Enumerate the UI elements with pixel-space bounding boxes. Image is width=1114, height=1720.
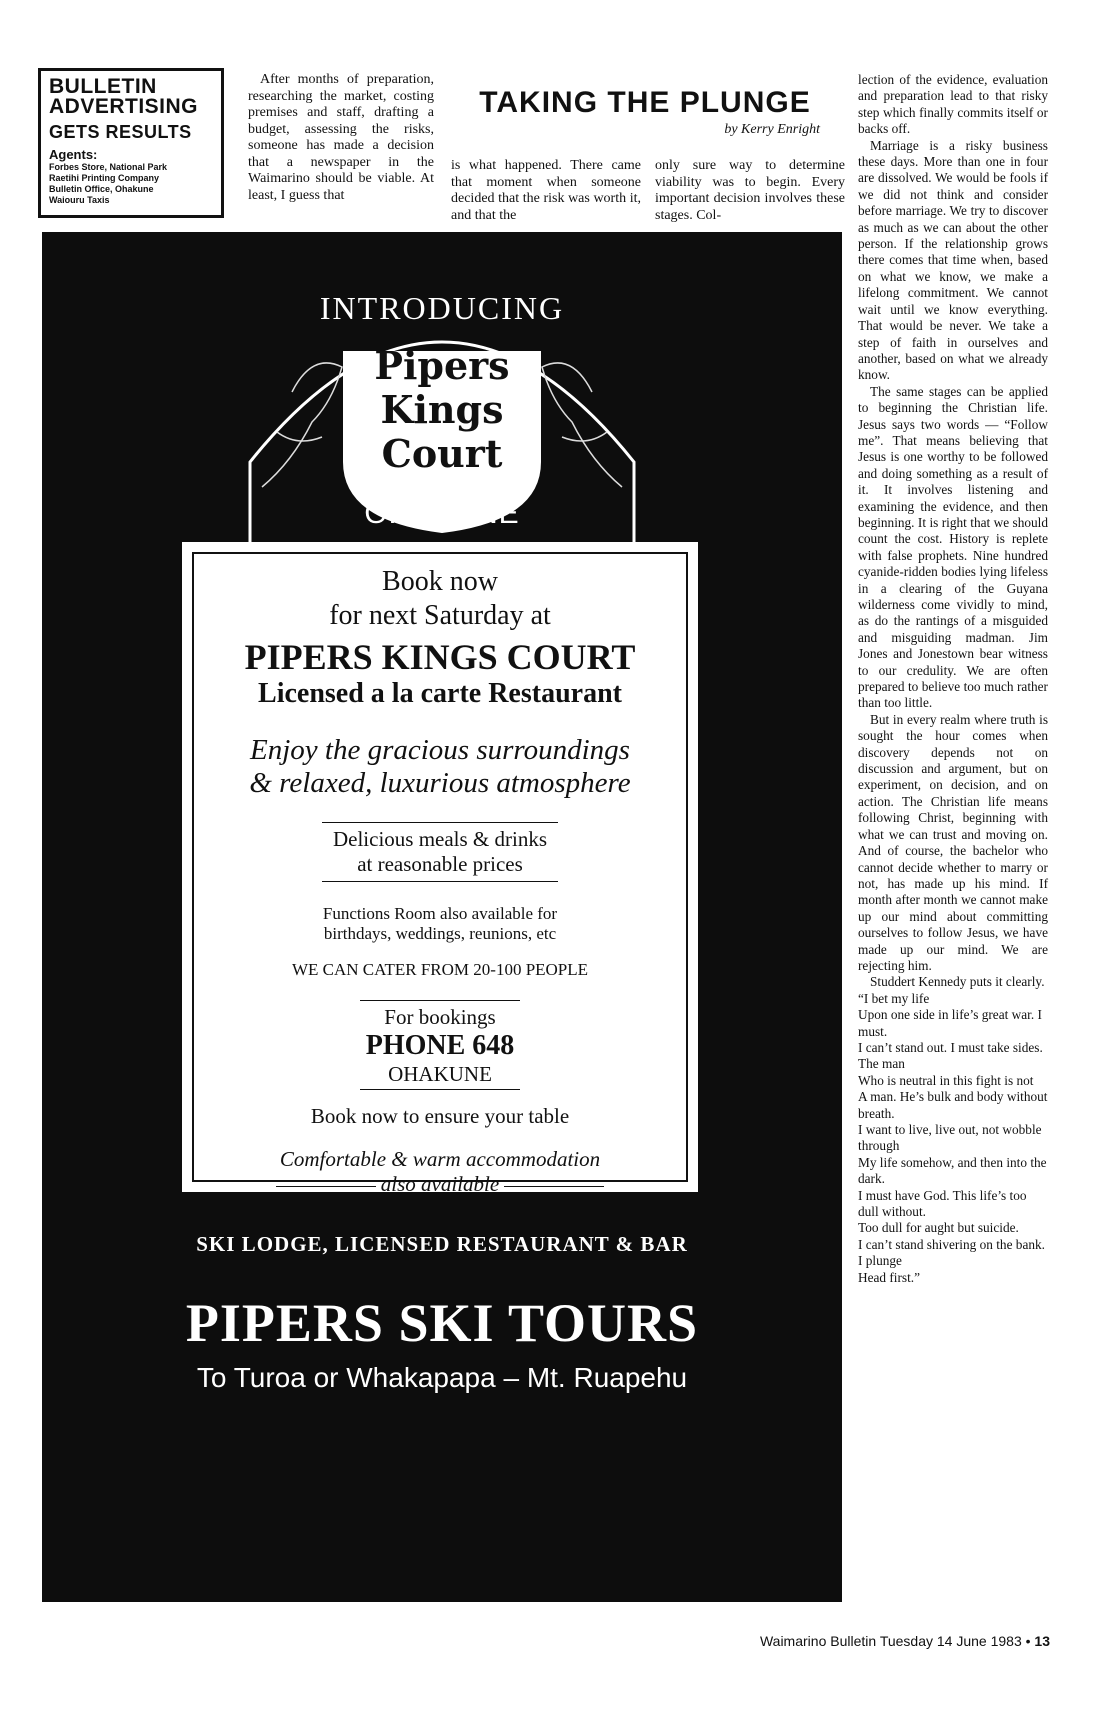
article-column-1 — [248, 72, 434, 204]
agents-label: Agents: — [49, 147, 98, 162]
ad-for-bookings: For bookings — [384, 1005, 496, 1029]
ad-phone: PHONE 648 — [365, 1030, 515, 1061]
divider — [276, 1186, 376, 1187]
article-col4-p1: lection of the evidence, evaluation and preparation lead to that risky step which finally commits itself or backs off. — [858, 72, 1048, 137]
article-col3-text: only sure way to determine viability was to begin. Every important decision involves these stages. Col- — [655, 158, 845, 223]
article-col1-text: After months of preparation, researching the market, costing premises and staff, drafting a budget, assessing the risks, someone has made a decision that a newspaper in the Waimarino should be viable. At least, I guess that — [248, 72, 434, 203]
article-col2-text: is what happened. There came that moment when someone decided that the risk was worth it, and that the — [451, 158, 641, 223]
ad-cater: WE CAN CATER FROM 20-100 PEOPLE — [291, 960, 589, 979]
poem-line: “I bet my life — [858, 990, 930, 1006]
ad-book-now: Book now — [382, 566, 498, 597]
ad-phone-town: OHAKUNE — [388, 1062, 492, 1086]
ad-booking-panel-border — [192, 552, 688, 1196]
footer-paper: Waimarino Bulletin — [759, 1633, 877, 1649]
crest-line: Court — [381, 431, 503, 476]
crest-line: Pipers — [374, 343, 510, 388]
poem-line: I can’t stand out. I must take sides. The man — [858, 1039, 1043, 1072]
pipers-kings-court-advertisement — [42, 232, 842, 1602]
bulletin-subtitle: GETS RESULTS — [49, 122, 192, 142]
ad-accommodation-2 — [194, 1172, 686, 1197]
ad-next-saturday: for next Saturday at — [329, 600, 551, 631]
ad-ski-lodge: SKI LODGE, LICENSED RESTAURANT & BAR — [196, 1232, 688, 1256]
ad-meals-2: at reasonable prices — [357, 852, 523, 876]
divider — [360, 1089, 520, 1090]
ad-tagline-1: Enjoy the gracious surroundings — [250, 734, 630, 766]
article-col4-p4: But in every realm where truth is sought the hour comes when discovery depends not on discussion and argument, but on experiment, on decision, and on action. The Christian life means following Christ, beginning with what we can trust and moving on. And of course, the bachelor who cannot decide whether to marry or not, has made up his mind. If month after month we cannot make up our mind about committing ourselves to follow Jesus, we have made up our mind. We are rejecting him. — [858, 711, 1048, 973]
divider — [322, 881, 558, 882]
footer-page-number: 13 — [1034, 1633, 1050, 1649]
poem-line: Head first.” — [858, 1269, 921, 1285]
footer-date: Tuesday 14 June 1983 — [879, 1633, 1022, 1649]
article-column-3 — [655, 158, 845, 224]
poem-line: Upon one side in life’s great war. I must. — [858, 1007, 1042, 1039]
article-column-2 — [451, 158, 641, 224]
article-byline: by Kerry Enright — [724, 122, 820, 137]
ad-ski-tours: PIPERS SKI TOURS — [185, 1293, 699, 1353]
article-column-4 — [858, 72, 1048, 1286]
agent-item: Forbes Store, National Park — [49, 162, 168, 172]
divider — [504, 1186, 604, 1187]
ad-introducing: INTRODUCING — [319, 290, 565, 326]
article-headline: TAKING THE PLUNGE — [479, 86, 811, 119]
bulletin-title-line1: BULLETIN — [49, 75, 157, 98]
ad-town: OHAKUNE — [364, 497, 520, 530]
article-col4-p2: Marriage is a risky business these days. More than one in four are dissolved. We would be fools if we did not think and consider before marriage. We try to discover as much as we can about the other person. If the relationship grows there comes that time when, based on what we know, we make a lifelong commitment. We cannot wait until we know everything. That would be never. We take a step of faith in ourselves and another, based on what we already know. — [858, 137, 1048, 383]
article-col4-p3: The same stages can be applied to beginning the Christian life. Jesus says two words — “Follow me”. That means believing that Jesus is one worthy to be followed and doing something as a result of it. It involves listening and examining the evidence, and then beginning. It is right that we should count the cost. History is replete with false prophets. Nine hundred cyanide-ridden bodies lying lifeless in a clearing of the Guyana wilderness come vividly to mind, as do the rantings of a misguided and misguiding madman. Jim Jones and Jonestown bear witness to our credulity. We are often prepared to believe too much rather than too little. — [858, 383, 1048, 711]
ad-restaurant-name: PIPERS KINGS COURT — [244, 637, 636, 677]
poem-line: I can’t stand shivering on the bank. I plunge — [858, 1236, 1045, 1269]
ad-restaurant-type: Licensed a la carte Restaurant — [258, 678, 622, 709]
poem-line: A man. He’s bulk and body without breath. — [858, 1089, 1048, 1121]
poem-line: My life somehow, and then into the dark. — [858, 1154, 1047, 1187]
page-footer — [700, 1633, 1050, 1649]
agent-item: Raetihi Printing Company — [49, 173, 160, 183]
divider — [360, 1000, 520, 1001]
poem-line: Who is neutral in this fight is not — [858, 1072, 1034, 1088]
agent-item: Bulletin Office, Ohakune — [49, 184, 154, 194]
ad-crest-text — [344, 344, 540, 476]
ad-functions-1: Functions Room also available for — [322, 904, 558, 923]
ad-ski-tours-destinations: To Turoa or Whakapapa – Mt. Ruapehu — [196, 1362, 688, 1393]
poem-line: I must have God. This life’s too dull without. — [858, 1187, 1027, 1220]
ad-meals-1: Delicious meals & drinks — [332, 827, 548, 851]
footer-bullet: • — [1025, 1633, 1031, 1649]
article-col4-p5: Studdert Kennedy puts it clearly. — [870, 974, 1045, 990]
ad-accommodation-2-text: also available — [380, 1172, 500, 1196]
agent-item: Waiouru Taxis — [49, 195, 110, 205]
ad-functions-2: birthdays, weddings, reunions, etc — [323, 924, 557, 943]
ad-tagline-2: & relaxed, luxurious atmosphere — [249, 767, 631, 799]
ad-booking-panel — [182, 542, 698, 1196]
ad-ensure-table: Book now to ensure your table — [310, 1104, 570, 1128]
poem — [858, 991, 1048, 1286]
poem-line: I want to live, live out, not wobble through — [858, 1122, 1042, 1154]
poem-line: Too dull for aught but suicide. — [858, 1220, 1019, 1236]
crest-line: Kings — [380, 387, 504, 432]
bulletin-advertising-box — [38, 68, 224, 218]
bulletin-title-line2: ADVERTISING — [49, 95, 199, 118]
ad-accommodation-1: Comfortable & warm accommodation — [279, 1147, 601, 1171]
divider — [322, 822, 558, 823]
